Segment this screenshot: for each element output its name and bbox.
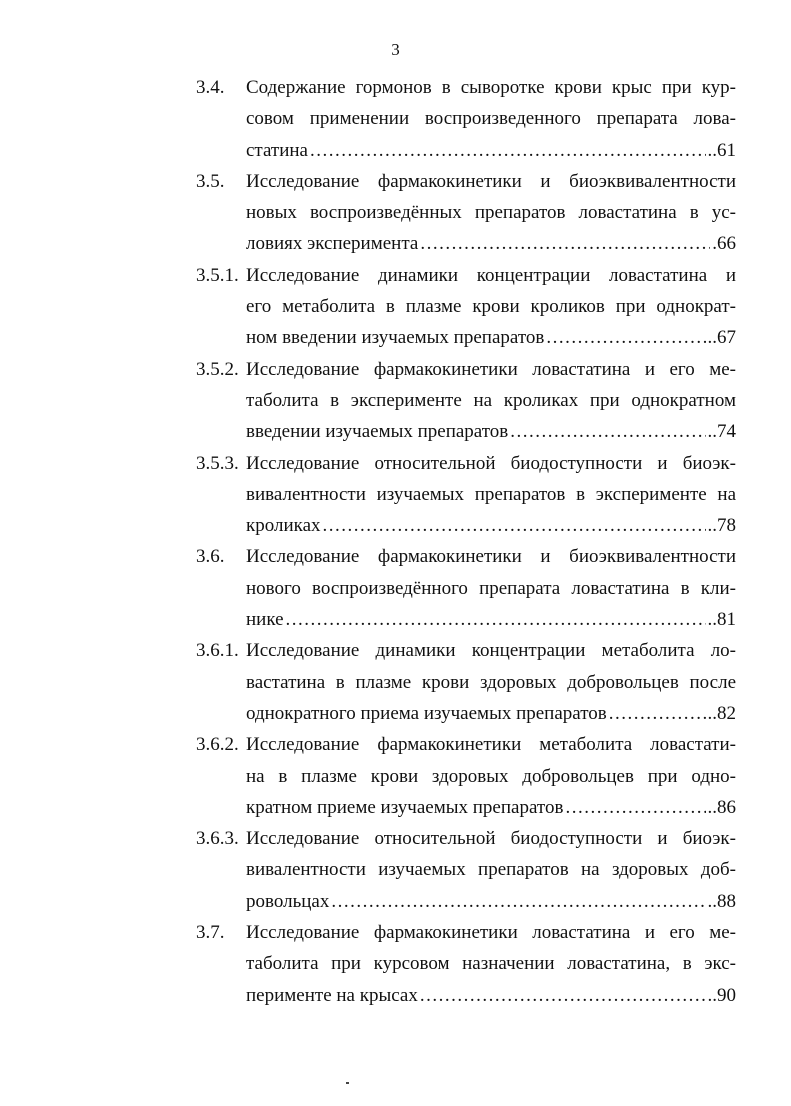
section-number: 3.6.1. [196,640,239,662]
title-line: Исследование динамики концентрации ловастатина и [246,264,736,286]
title-last-line [246,135,736,166]
title-line: нового воспроизведённого препарата ловастатина в кли- [246,577,736,599]
title-last-line [246,416,736,447]
section-title [246,72,736,166]
section-title [246,917,736,1011]
section-number: 3.5.1. [196,264,239,286]
title-last-line [246,698,736,729]
title-line: кратном приеме изучаемых препаратов [246,796,564,818]
title-line: вивалентности изучаемых препаратов в эксперименте на [246,483,736,505]
title-line: Содержание гормонов в сыворотке крови крыс при кур- [246,77,736,98]
section-title [246,635,736,729]
page-ref: ..61 [707,139,736,161]
title-last-line [246,510,736,541]
toc-entry-3-5-3 [196,448,736,542]
title-line: Исследование фармакокинетики и биоэквивалентности [246,546,736,568]
title-line: Исследование динамики концентрации метаболита ло- [246,640,736,662]
title-line: Исследование фармакокинетики метаболита ловастати- [246,734,736,756]
page-ref: ..74 [707,421,736,443]
title-last-line [246,228,736,259]
title-line: статина [246,139,308,161]
title-line: кроликах [246,515,321,537]
title-line: вивалентности изучаемых препаратов на здоровых доб- [246,859,736,881]
title-line: ровольцах [246,890,330,912]
title-last-line [246,980,736,1011]
section-number: 3.5. [196,170,225,192]
toc-entry-3-5-1 [196,260,736,354]
toc-entry-3-7 [196,917,736,1011]
toc-entry-3-6 [196,541,736,635]
section-title [246,729,736,823]
title-line: Исследование относительной биодоступности и биоэк- [246,828,736,850]
title-line: новых воспроизведённых препаратов ловастатина в ус- [246,202,736,224]
title-line: таболита при курсовом назначении ловастатина, в экс- [246,953,736,975]
title-line: Исследование фармакокинетики и биоэквивалентности [246,170,736,192]
dot-leader [546,322,705,353]
section-title [246,260,736,354]
title-line: вастатина в плазме крови здоровых добровольцев после [246,671,736,693]
toc-entry-3-6-1 [196,635,736,729]
title-line: его метаболита в плазме крови кроликов при однократ- [246,296,736,318]
toc-entry-3-5 [196,166,736,260]
title-line: введении изучаемых препаратов [246,421,509,443]
scan-speck [346,1082,349,1084]
page-ref: ..82 [707,702,736,724]
section-number: 3.6. [196,546,225,568]
toc-entry-3-6-2 [196,729,736,823]
title-last-line [246,604,736,635]
dot-leader [323,510,706,541]
section-number: 3.5.2. [196,358,239,380]
section-number: 3.4. [196,77,225,98]
section-title [246,166,736,260]
dot-leader [420,980,706,1011]
title-line: таболита в эксперименте на кроликах при однократном [246,389,736,411]
page-ref: ..78 [707,515,736,537]
title-line: ловиях эксперимента [246,233,419,255]
page-ref: ..90 [707,984,736,1006]
title-line: нике [246,609,284,631]
page-ref: ..88 [707,890,736,912]
section-number: 3.5.3. [196,452,239,474]
title-line: перименте на крысах [246,984,418,1006]
toc-entry-3-6-3 [196,823,736,917]
title-last-line [246,792,736,823]
title-line: на в плазме крови здоровых добровольцев при одно- [246,765,736,787]
title-line: Исследование фармакокинетики ловастатина и его ме- [246,358,736,380]
dot-leader [510,416,705,447]
title-line: Исследование фармакокинетики ловастатина и его ме- [246,922,736,944]
section-title [246,354,736,448]
dot-leader [331,886,705,917]
title-line: Исследование относительной биодоступности и биоэк- [246,452,736,474]
section-title [246,541,736,635]
dot-leader [420,228,710,259]
title-line: совом применении воспроизведенного препарата лова- [246,108,736,130]
dot-leader [609,698,706,729]
section-number: 3.6.2. [196,734,239,756]
title-line: однократного приема изучаемых препаратов [246,702,607,724]
section-number: 3.7. [196,922,225,944]
section-number: 3.6.3. [196,828,239,850]
dot-leader [565,792,705,823]
dot-leader [286,604,706,635]
page-number: 3 [391,40,400,59]
page-ref: ..81 [707,609,736,631]
section-title [246,448,736,542]
dot-leader [310,135,706,166]
page-ref: .66 [712,233,736,255]
section-title [246,823,736,917]
toc-entry-3-4 [196,72,736,166]
title-line: ном введении изучаемых препаратов [246,327,545,349]
page-ref: ..86 [707,796,736,818]
toc-entry-3-5-2 [196,354,736,448]
page-ref: ..67 [707,327,736,349]
table-of-contents [196,72,736,1011]
title-last-line [246,322,736,353]
title-last-line [246,886,736,917]
